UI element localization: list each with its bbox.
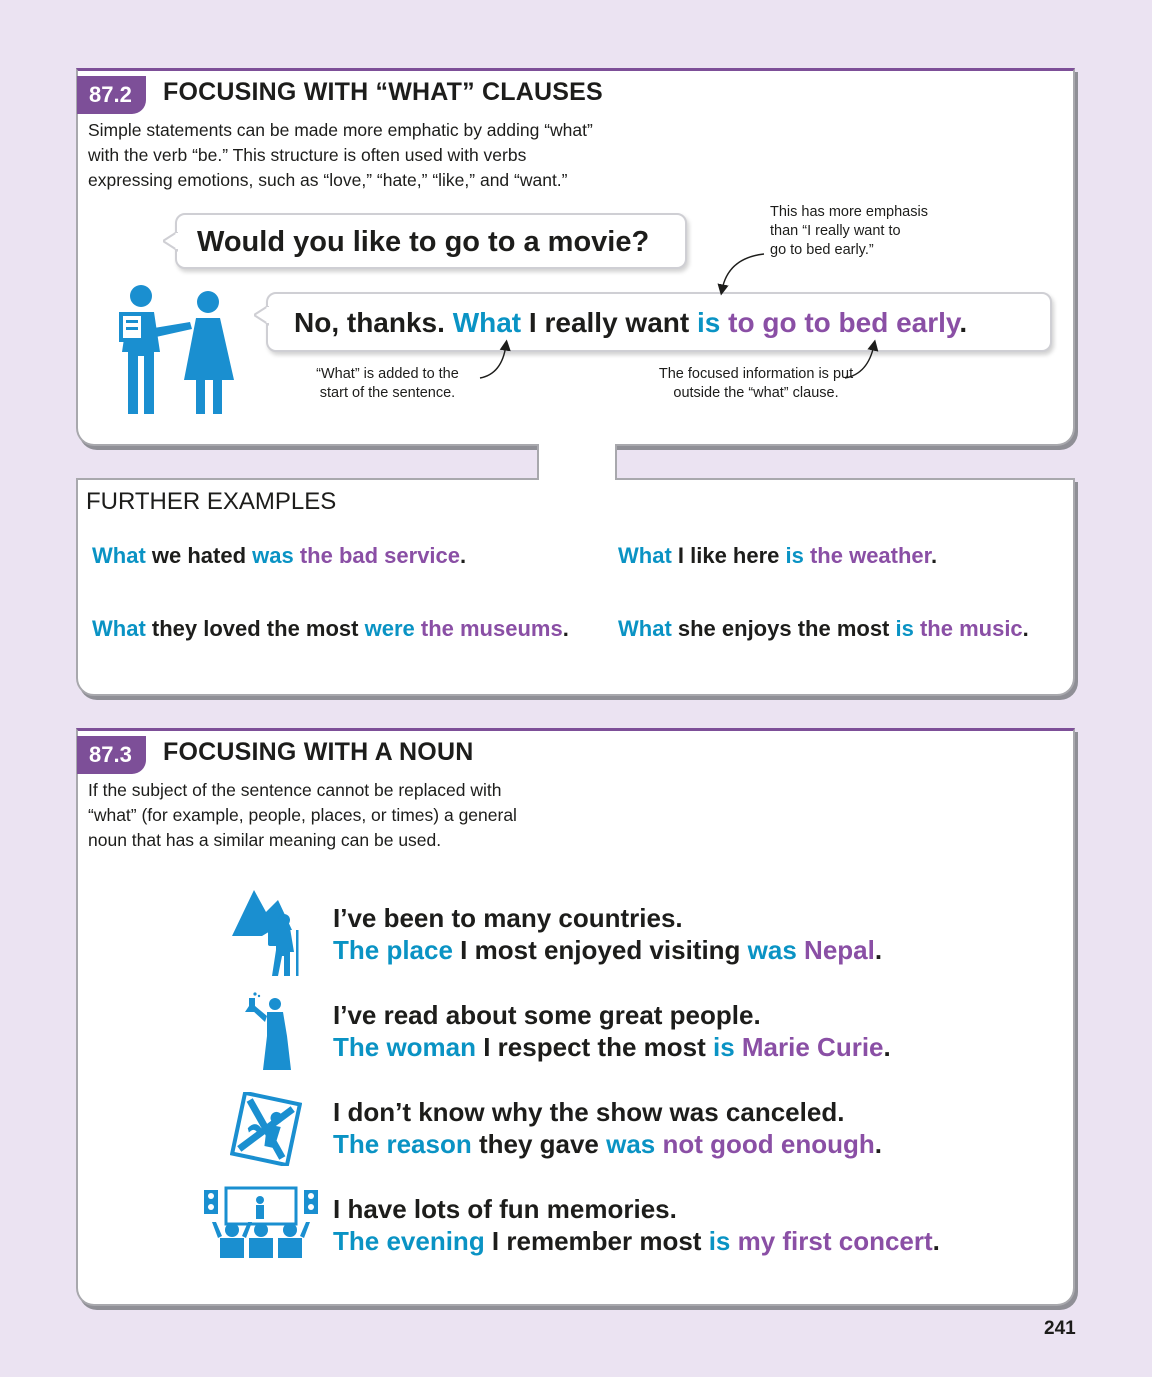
further-example bbox=[618, 616, 1029, 642]
section-number-87-2: 87.2 bbox=[77, 76, 146, 114]
answer-period: . bbox=[959, 307, 968, 338]
noun-example-line-1: I have lots of fun memories. bbox=[333, 1194, 677, 1224]
focus-noun: The woman bbox=[333, 1032, 477, 1062]
example-focus: the bad service bbox=[293, 543, 461, 568]
example-clause: she enjoys the most bbox=[671, 616, 896, 641]
noun-example-line-2 bbox=[333, 935, 882, 966]
example-verb: is bbox=[785, 543, 804, 568]
scientist-icon bbox=[245, 992, 295, 1072]
noun-verb: is bbox=[708, 1226, 731, 1256]
noun-clause: I most enjoyed visiting bbox=[452, 935, 748, 965]
further-examples-title: FURTHER EXAMPLES bbox=[86, 488, 337, 515]
noun-period: . bbox=[932, 1226, 940, 1256]
further-example bbox=[618, 543, 937, 569]
further-example bbox=[92, 543, 466, 569]
noun-period: . bbox=[883, 1032, 891, 1062]
intro-line: with the verb “be.” This structure is often used with verbs bbox=[88, 145, 527, 165]
example-period: . bbox=[562, 616, 569, 641]
noun-example-line-2 bbox=[333, 1032, 891, 1063]
note-line: The focused information is put bbox=[658, 366, 854, 382]
example-what: What bbox=[92, 543, 146, 568]
intro-line: noun that has a similar meaning can be used. bbox=[88, 830, 442, 850]
section-title-87-3: FOCUSING WITH A NOUN bbox=[163, 738, 474, 766]
answer-part-1: No, thanks. bbox=[294, 307, 453, 338]
panel-connector-gap bbox=[539, 444, 615, 450]
answer-focus: to go to bed early bbox=[720, 307, 960, 338]
focus-noun: The place bbox=[333, 935, 453, 965]
noun-example-line-2 bbox=[333, 1226, 940, 1257]
example-verb: were bbox=[364, 616, 415, 641]
noun-period: . bbox=[874, 1129, 883, 1159]
noun-verb: was bbox=[747, 935, 797, 965]
intro-line: Simple statements can be made more emphatic by adding “what” bbox=[88, 120, 593, 140]
section-number-87-3: 87.3 bbox=[77, 736, 146, 774]
example-period: . bbox=[1022, 616, 1029, 641]
focus-noun: The evening bbox=[333, 1226, 485, 1256]
noun-focus: not good enough bbox=[655, 1129, 875, 1159]
example-what: What bbox=[618, 543, 672, 568]
intro-line: “what” (for example, people, places, or times) a general bbox=[88, 805, 517, 825]
noun-clause: I remember most bbox=[484, 1226, 709, 1256]
example-verb: is bbox=[895, 616, 914, 641]
noun-example-line-1: I don’t know why the show was canceled. bbox=[333, 1097, 845, 1127]
example-period: . bbox=[931, 543, 938, 568]
noun-example-line-1: I’ve read about some great people. bbox=[333, 1000, 761, 1030]
hiker-mountain-icon bbox=[232, 890, 308, 978]
noun-focus: my first concert bbox=[730, 1226, 933, 1256]
noun-verb: is bbox=[712, 1032, 735, 1062]
panel-connector-cover bbox=[539, 472, 615, 484]
example-focus: the weather bbox=[803, 543, 932, 568]
noun-focus: Marie Curie bbox=[734, 1032, 884, 1062]
arrow-to-focus bbox=[845, 345, 874, 378]
note-line: outside the “what” clause. bbox=[673, 385, 839, 401]
noun-clause: I respect the most bbox=[476, 1032, 713, 1062]
example-clause: I like here bbox=[671, 543, 786, 568]
example-clause: they loved the most bbox=[145, 616, 365, 641]
answer-part-2: I really want bbox=[521, 307, 697, 338]
annotation-arrows bbox=[0, 0, 1152, 460]
intro-line: If the subject of the sentence cannot be replaced with bbox=[88, 780, 502, 800]
intro-line: expressing emotions, such as “love,” “hate,” “like,” and “want.” bbox=[88, 170, 568, 190]
answer-what-word: What bbox=[452, 307, 522, 338]
concert-icon bbox=[202, 1186, 320, 1260]
page-number: 241 bbox=[1044, 1318, 1076, 1339]
noun-example-line-2 bbox=[333, 1129, 882, 1160]
example-period: . bbox=[460, 543, 467, 568]
example-verb: was bbox=[252, 543, 294, 568]
example-focus: the museums bbox=[414, 616, 563, 641]
noun-period: . bbox=[874, 935, 883, 965]
question-text: Would you like to go to a movie? bbox=[197, 226, 650, 258]
noun-verb: was bbox=[606, 1129, 656, 1159]
note-line: start of the sentence. bbox=[319, 385, 456, 401]
answer-verb: is bbox=[697, 307, 721, 338]
noun-focus: Nepal bbox=[796, 935, 875, 965]
section-intro-87-3 bbox=[88, 778, 568, 853]
focus-noun: The reason bbox=[333, 1129, 472, 1159]
noun-example-line-1: I’ve been to many countries. bbox=[333, 903, 683, 933]
note-line: go to bed early.” bbox=[770, 242, 874, 258]
example-what: What bbox=[92, 616, 146, 641]
example-what: What bbox=[618, 616, 672, 641]
arrow-to-is bbox=[722, 254, 764, 290]
example-clause: we hated bbox=[145, 543, 253, 568]
arrow-to-what bbox=[480, 345, 506, 378]
note-line: This has more emphasis bbox=[770, 204, 928, 220]
canceled-show-icon bbox=[230, 1092, 302, 1166]
further-example bbox=[92, 616, 569, 642]
note-line: “What” is added to the bbox=[316, 366, 459, 382]
noun-clause: they gave bbox=[471, 1129, 607, 1159]
section-title-87-2: FOCUSING WITH “WHAT” CLAUSES bbox=[163, 78, 603, 106]
note-line: than “I really want to bbox=[770, 223, 901, 239]
example-focus: the music bbox=[913, 616, 1023, 641]
